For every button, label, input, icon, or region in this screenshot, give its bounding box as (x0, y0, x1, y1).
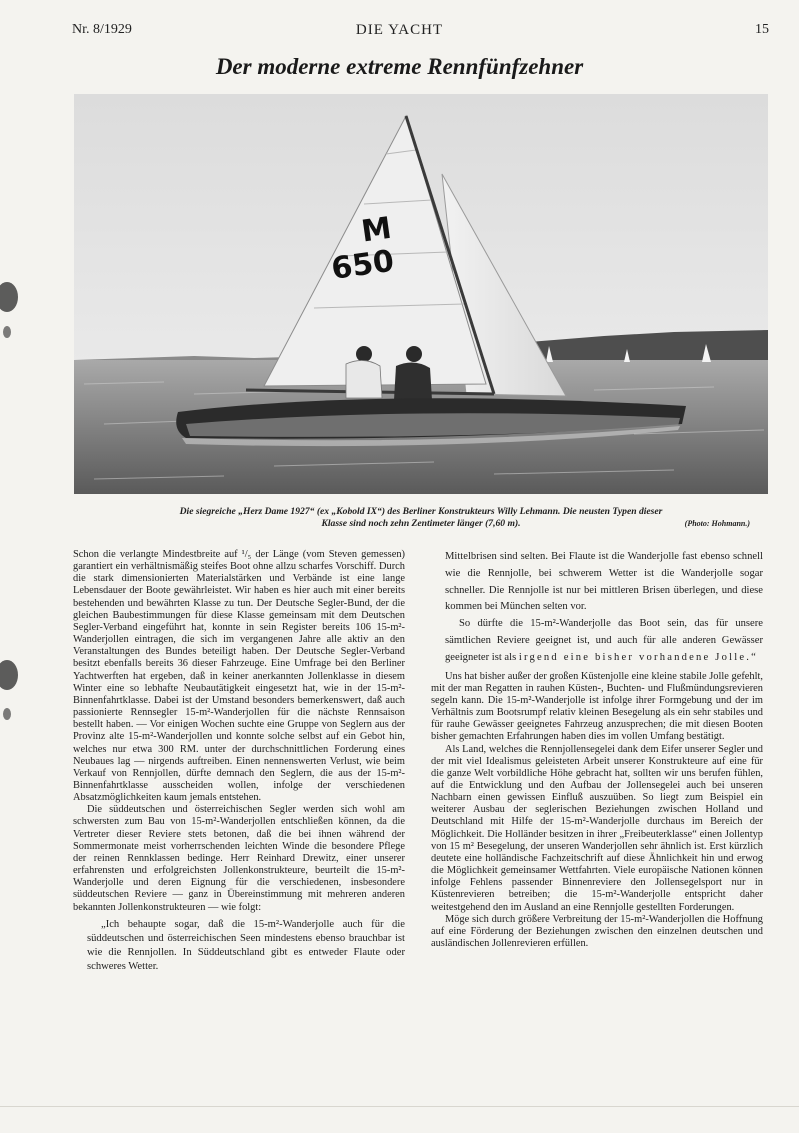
caption-line-2: Klasse sind noch zehn Zentimeter länger (7,60 m). (321, 518, 521, 529)
photo-credit: (Photo: Hohmann.) (684, 519, 750, 528)
punch-hole (0, 282, 18, 312)
photo-caption (74, 506, 768, 530)
left-column (73, 549, 405, 975)
paragraph: Als Land, welches die Rennjollensegelei dank dem Eifer unserer Segler und der mit viel Idealismus geleisteten Arbeit unserer Konstrukteure auf eine für die ganze Welt vorbildliche Höhe gebracht hat, sollten wir uns berufen fühlen, auf die Entwicklung und den Aufbau der Jollensegelei auch bei unseren Nachbarn einen gewissen Einfluß auszuüben. So liegt zum Beispiel ein weiterer Ausbau der seglerischen Beziehungen zwischen Holland und Deutschland mit Hilfe der 15-m²-Wanderjolle durchaus im Bereich der Möglichkeit. Die Holländer besitzen in ihrer „Freibeuterklasse“ einen Jollentyp von 15 m² Besegelung, der unseren Wanderjollen sehr ähnlich ist. Erst kürzlich deutete eine holländische Fachzeitschrift auf diese Ähnlichkeit hin und erwog die Möglichkeit gemeinsamer Wettfahrten. Viele europäische Nationen können infolge Fehlens passender Binnenreviere den Jollensegelsport nur in Küstenrevieren betreiben; die 15-m²-Wanderjolle entspricht daher weitestgehend den im Ausland an eine Rennjolle gestellten Forderungen. (431, 743, 763, 913)
paragraph: Möge sich durch größere Verbreitung der 15-m²-Wanderjollen die Hoffnung auf eine Förderung der Beziehungen zwischen den einzelnen deutschen und ausländischen Jollenrevieren erfüllen. (431, 913, 763, 950)
sailboat-photo (74, 94, 768, 494)
quote-text: So dürfte die 15-m²-Wanderjolle das Boot sein, das für unsere sämtlichen Reviere geeignet ist, und auch für alle anderen Gewässer geeigneter ist als (445, 618, 763, 663)
issue-number: Nr. 8/1929 (72, 22, 132, 37)
article-title: Der moderne extreme Rennfünfzehner (215, 54, 584, 79)
quote-continuation: Mittelbrisen sind selten. Bei Flaute ist die Wanderjolle fast ebenso schnell wie die Rennjolle, bei schwerem Wetter ist die Wanderjolle sogar schneller. Die Rennjolle ist nur bei mittleren Brisen überlegen, und diese kommen bei München selten vor. (445, 551, 763, 613)
quote-paragraph (431, 616, 763, 666)
sail-letter: M (359, 210, 394, 250)
quote-paragraph: „Ich behaupte sogar, daß die 15-m²-Wanderjolle auch für die süddeutschen und österreichischen Seen mindestens ebenso brauchbar ist wie die Rennjollen. In Süddeutschland gibt es entweder Flaute oder schweres Wetter. (87, 918, 405, 973)
paragraph: Uns hat bisher außer der großen Küstenjolle eine kleine stabile Jolle gefehlt, mit der man Regatten in rauhen Küsten-, Buchten- und Flußmündungsrevieren segeln kann. Die 15-m²-Wanderjolle ist infolge ihrer Formgebung und der im Verhältnis zum Bootsrumpf relativ kleinen Besegelung als ein sehr stabiles und für rauhe Gewässer geeignetes Fahrzeug anzusprechen; die mit diesen Booten bisher gemachten Erfahrungen haben dies im vollen Umfang bestätigt. (431, 670, 763, 743)
caption-line-1: Die siegreiche „Herz Dame 1927“ (ex „Kobold IX“) des Berliner Konstrukteurs Willy Lehmann. Die neusten Typen dieser (179, 506, 663, 517)
page-edge (0, 1106, 799, 1107)
paragraph: Die süddeutschen und österreichischen Segler werden sich wohl am schwersten zum Bau von 15-m²-Wanderjollen entschließen können, da die Vertreter dieser Reviere stets betonen, daß die bei ihnen während der Sommermonate meist vorherrschenden leichten Winde die besondere Pflege der reinen Rennklassen bedinge. Herr Reinhard Drewitz, einer unserer erfahrensten und erfolgreichsten Jollenkonstrukteure, beurteilt die 15-m²-Wanderjolle und deren Eignung für die verschiedenen, insbesondere süddeutschen Reviere — ganz in Übereinstimmung mit mehreren anderen bekannten Jollenkonstrukteuren — wie folgt: (73, 804, 405, 913)
right-column (431, 549, 763, 950)
page-number: 15 (755, 22, 769, 37)
quote-emphasis: irgend eine bisher vorhandene Jolle.“ (518, 651, 759, 663)
magazine-title: DIE YACHT (355, 22, 444, 38)
paragraph: Schon die verlangte Mindestbreite auf ¹/₅ der Länge (vom Steven gemessen) garantiert ein verhältnismäßig steifes Boot ohne allzu scharfes Vorschiff. Durch die stark dimensionierten Materialstärken und Verbände ist eine lange Lebensdauer der Boote gewährleistet. Wir haben es hier auch mit einer bereits bestehenden und bewährten Klasse zu tun. Der Deutsche Segler-Bund, der die gleichen Baubestimmungen für diese Klasse gemeinsam mit dem Deutschen Segler-Verband eingeführt hat, konnte in sein Register bereits 106 15-m²-Wanderjollen eintragen, die sich im vergangenen Jahre alle aktiv an den Veranstaltungen des Bundes beteiligt haben. Der Deutsche Segler-Verband besitzt ebenfalls bereits 36 dieser Fahrzeuge. Eine Umfrage bei den Berliner Yachtwerften hat ergeben, daß in keiner anerkannten Jollenklasse in diesem Winter eine so lebhafte Neubautätigkeit eingesetzt hat, wie in der 15-m²-Binnenfahrtklasse. Dabei ist der Umstand besonders bemerkenswert, daß auch passionierte Rennsegler 15-m²-Wanderjollen für die nächste Rennsaison bestellt haben. — Vor einigen Wochen suchte eine Gruppe von Seglern aus der Provinz alte 15-m²-Wanderjollen und konnte solche selbst auf ein Gebot hin, welches nur etwa 300 RM. unter der durchschnittlichen Forderung eines Neubaues lag — nirgends auftreiben. Einen nennenswerten Verlust, wie beim Verkauf von Rennjollen, dürfte demnach den Seglern, die aus der 15-m²-Binnenfahrtklasse ausscheiden wollen, infolge der verschiedenen Absatzmöglichkeiten kaum jemals entstehen. (73, 549, 405, 804)
sail-number: 650 (329, 243, 397, 287)
punch-hole (3, 326, 11, 338)
punch-hole (3, 708, 11, 720)
punch-hole (0, 660, 18, 690)
